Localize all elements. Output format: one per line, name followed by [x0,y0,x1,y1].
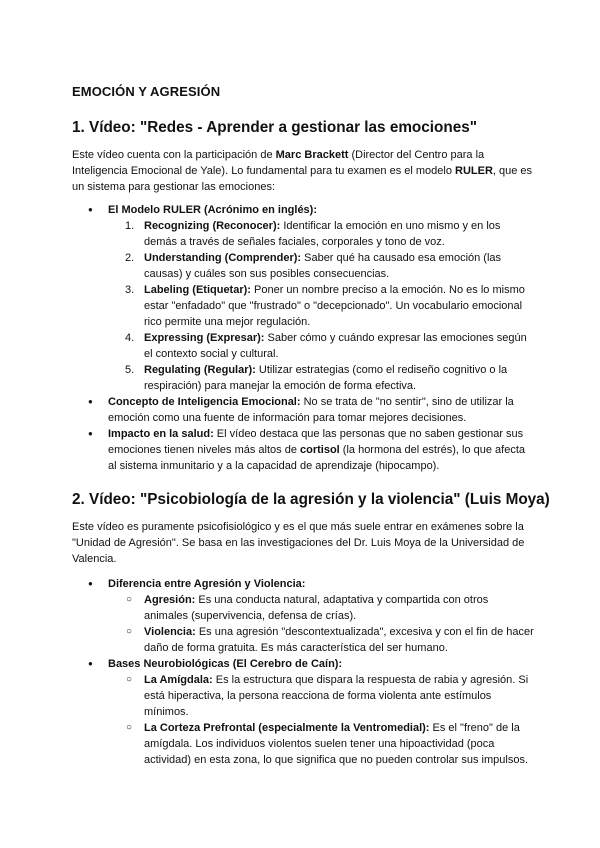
health-term: Impacto en la salud: [108,428,214,440]
difference-term: Agresión: [144,594,196,606]
ruler-term: Labeling (Etiquetar): [144,284,251,296]
section-1-intro [72,147,534,195]
difference-text: Es una agresión "descontextualizada", excesiva y con el fin de hacer daño de forma gratuita. Es más característica del ser humano. [144,626,534,654]
list-number: 3. [125,284,135,296]
cortisol-term: cortisol [300,444,340,456]
section-2-heading: 2. Vídeo: "Psicobiología de la agresión y la violencia" (Luis Moya) [72,491,550,508]
difference-item [108,624,534,656]
difference-item [108,592,534,624]
ruler-item [108,330,534,362]
difference-bullet [0,576,534,656]
ruler-item [108,250,534,282]
document-title: EMOCIÓN Y AGRESIÓN [72,84,221,99]
ruler-item [108,218,534,250]
health-text: El vídeo destaca que las personas que no saben gestionar sus emociones tienen niveles más altos de [108,428,524,456]
intro-text: (Director del Centro para la Inteligencia Emocional de Yale). Lo fundamental para tu examen es el modelo [72,149,485,177]
intro-text: Este vídeo cuenta con la participación de [72,149,276,161]
ruler-list [108,218,534,394]
health-text: (la hormona del estrés), lo que afecta al sistema inmunitario y a la capacidad de aprendizaje (hipocampo). [108,444,525,472]
intro-bold-name: Marc Brackett [275,149,349,161]
section-2-intro: Este vídeo es puramente psicofisiológico y es el que más suele entrar en exámenes sobre la "Unidad de Agresión". Se basa en las investigaciones del Dr. Luis Moya de la Universidad de Valencia. [72,521,525,565]
ruler-text: Poner un nombre preciso a la emoción. No es lo mismo estar "enfadado" que "frustrado" o "decepcionado". Un vocabulario emocional rico permite una mejor regulación. [144,284,525,328]
section-1-bullets [0,202,600,474]
difference-list [108,592,534,656]
difference-label: Diferencia entre Agresión y Violencia: [108,578,306,590]
list-number: 2. [125,252,135,264]
list-number: 1. [125,220,135,232]
ruler-text: Saber qué ha causado esa emoción (las causas) y cuáles son sus posibles consecuencias. [144,252,502,280]
ruler-term: Regulating (Regular): [144,364,256,376]
ruler-term: Expressing (Expresar): [144,332,265,344]
ruler-text: Saber cómo y cuándo expresar las emociones según el contexto social y cultural. [144,332,527,360]
neurobiology-text: Es la estructura que dispara la respuesta de rabia y agresión. Si está hiperactiva, la persona reacciona de forma violenta ante estímulos mínimos. [144,674,529,718]
list-number: 5. [125,364,135,376]
difference-text: Es una conducta natural, adaptativa y compartida con otros animales (supervivencia, defensa de crías). [144,594,489,622]
ruler-term: Understanding (Comprender): [144,252,302,264]
ruler-text: Utilizar estrategias (como el rediseño cognitivo o la respiración) para manejar la emoción de forma efectiva. [144,364,508,392]
section-1-heading: 1. Vídeo: "Redes - Aprender a gestionar las emociones" [72,119,477,136]
list-number: 4. [125,332,135,344]
ruler-item [108,362,534,394]
health-impact-bullet [0,426,534,474]
section-2-bullets [0,576,600,768]
emotional-intelligence-bullet [0,394,534,426]
ruler-label: El Modelo RULER (Acrónimo en inglés): [108,204,318,216]
neurobiology-label: Bases Neurobiológicas (El Cerebro de Caín): [108,658,343,670]
neurobiology-term: La Corteza Prefrontal (especialmente la Ventromedial): [144,722,430,734]
neurobiology-bullet [0,656,534,768]
difference-term: Violencia: [144,626,196,638]
neurobiology-text: Es el "freno" de la amígdala. Los individuos violentos suelen tener una hipoactividad (poca actividad) en esta zona, lo que significa que no pueden controlar sus impulsos. [144,722,529,766]
neurobiology-list [108,672,534,768]
intro-bold-model: RULER [455,165,493,177]
ruler-item [108,282,534,330]
neurobiology-item [108,720,534,768]
ruler-text: Identificar la emoción en uno mismo y en los demás a través de señales faciales, corporales y tono de voz. [144,220,501,248]
ruler-bullet [0,202,534,394]
ie-text: No se trata de "no sentir", sino de utilizar la emoción como una fuente de información para tomar mejores decisiones. [108,396,514,424]
ruler-term: Recognizing (Reconocer): [144,220,281,232]
intro-text: , que es un sistema para gestionar las emociones: [72,165,533,193]
ie-term: Concepto de Inteligencia Emocional: [108,396,301,408]
neurobiology-item [108,672,534,720]
neurobiology-term: La Amígdala: [144,674,213,686]
